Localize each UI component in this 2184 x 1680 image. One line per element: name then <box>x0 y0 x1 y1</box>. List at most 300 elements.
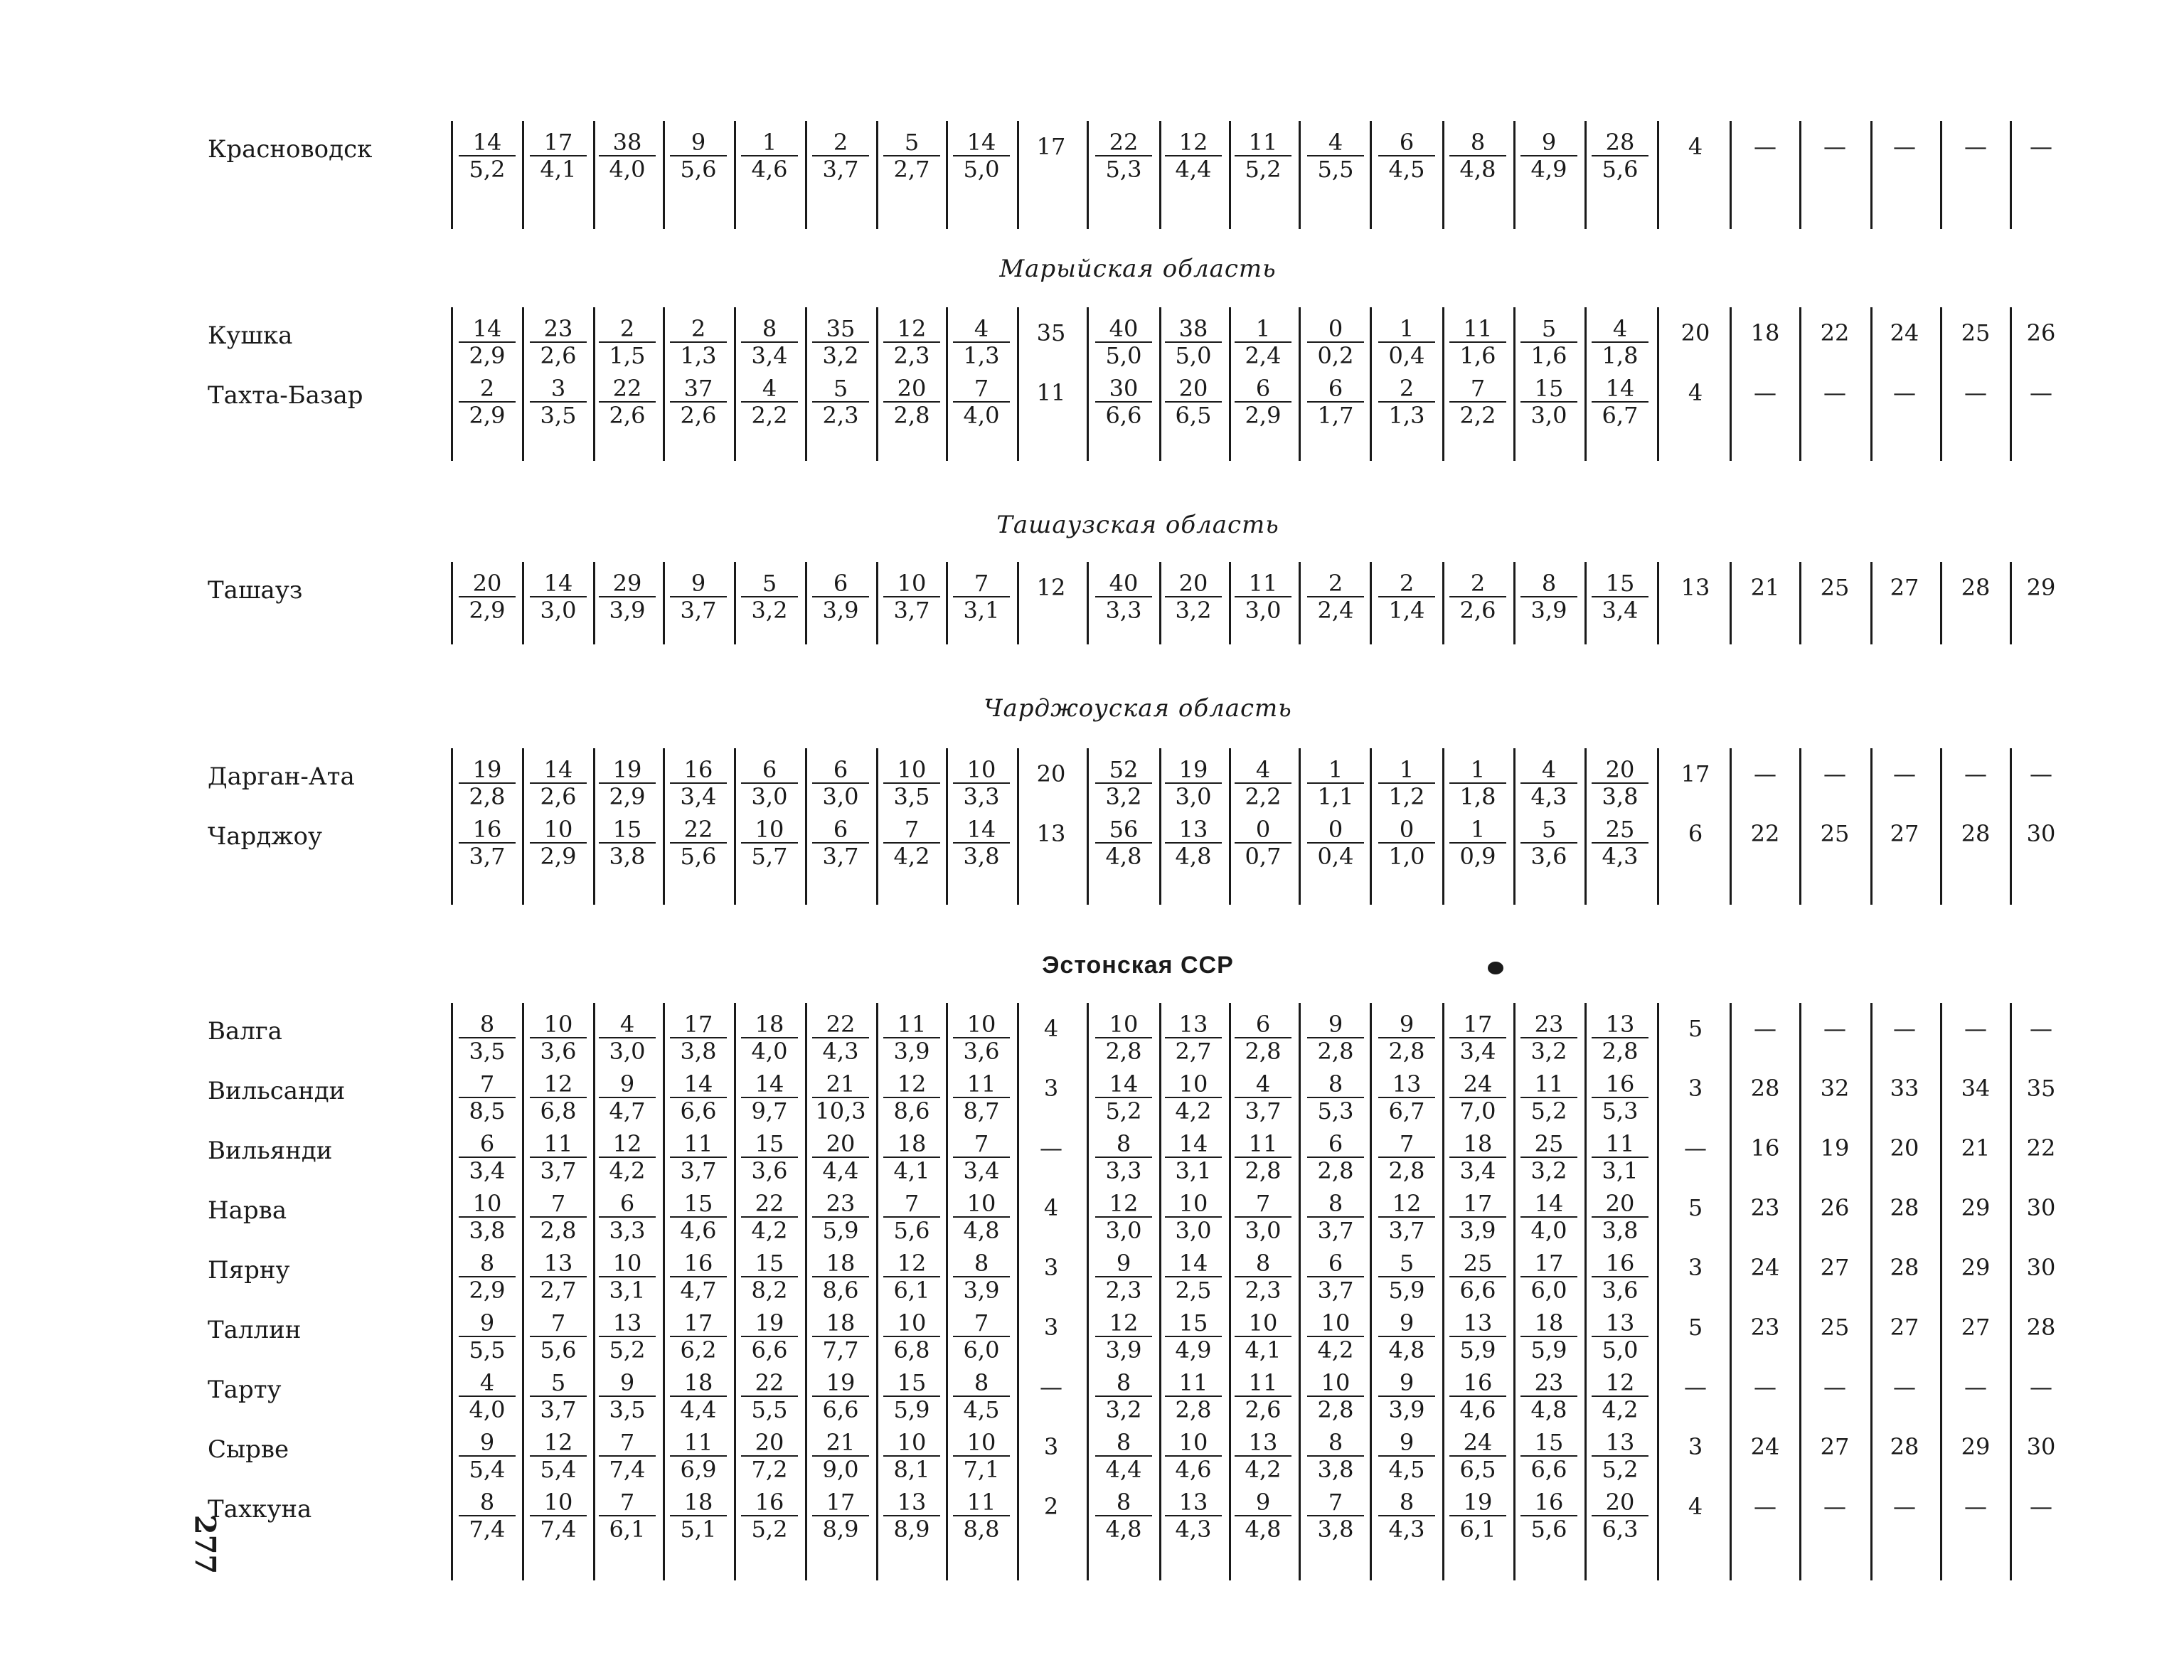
numerator: 52 <box>1109 756 1139 783</box>
fraction-cell <box>1300 570 1371 623</box>
denominator: 3,5 <box>599 1395 656 1423</box>
denominator: 4,1 <box>883 1157 940 1184</box>
numerator: 16 <box>755 1489 784 1516</box>
fraction-cell <box>1088 1191 1159 1243</box>
fraction-cell <box>452 1370 523 1423</box>
fraction-cell <box>663 1191 734 1243</box>
value-cell: 28 <box>1961 820 1991 847</box>
denominator: 9,0 <box>812 1455 869 1482</box>
numerator: 10 <box>1321 1369 1351 1396</box>
value-cell: 26 <box>1820 1194 1850 1221</box>
numerator: 8 <box>974 1369 989 1396</box>
denominator: 8,7 <box>953 1097 1010 1124</box>
numerator: 8 <box>1116 1429 1131 1456</box>
denominator: 3,0 <box>1235 1216 1291 1243</box>
fraction-cell <box>1442 1310 1513 1363</box>
value-cell: 27 <box>1890 1314 1919 1341</box>
fraction-cell <box>663 1310 734 1363</box>
fraction-cell <box>876 376 947 428</box>
denominator: 3,5 <box>530 401 587 428</box>
numerator: 22 <box>826 1011 856 1038</box>
numerator: 19 <box>472 756 502 783</box>
denominator: 8,6 <box>883 1097 940 1124</box>
fraction-cell <box>805 570 876 623</box>
fraction-cell <box>1158 1250 1229 1303</box>
fraction-cell <box>734 1131 805 1184</box>
numerator: 16 <box>472 816 502 843</box>
fraction-cell <box>452 376 523 428</box>
value-cell: 20 <box>1036 760 1066 787</box>
denominator: 3,9 <box>1095 1336 1152 1363</box>
fraction-cell <box>805 129 876 182</box>
numerator: 7 <box>974 1309 989 1336</box>
denominator: 2,6 <box>1235 1395 1291 1423</box>
fraction-cell <box>1300 1071 1371 1124</box>
numerator: 14 <box>966 816 996 843</box>
numerator: 6 <box>833 756 848 783</box>
numerator: 38 <box>612 129 642 156</box>
denominator: 3,4 <box>1449 1157 1506 1184</box>
fraction-cell <box>592 1489 663 1542</box>
denominator: 3,4 <box>953 1157 1010 1184</box>
numerator: 6 <box>479 1130 495 1157</box>
fraction-cell <box>1300 129 1371 182</box>
denominator: 3,5 <box>883 782 940 809</box>
value-cell: 6 <box>1688 820 1703 847</box>
fraction-cell <box>592 376 663 428</box>
denominator: 0,2 <box>1307 341 1364 368</box>
numerator: 1 <box>762 129 777 156</box>
numerator: 4 <box>1255 756 1271 783</box>
numerator: 16 <box>1605 1070 1635 1097</box>
value-cell: — <box>1964 379 1987 406</box>
fraction-cell <box>946 1489 1017 1542</box>
fraction-cell <box>523 316 594 368</box>
value-cell: 21 <box>1750 574 1780 601</box>
value-cell: — <box>2030 133 2052 160</box>
fraction-cell <box>1158 757 1229 809</box>
numerator: 9 <box>1116 1250 1131 1277</box>
fraction-cell <box>1513 1011 1584 1064</box>
fraction-cell <box>1371 817 1442 869</box>
fraction-cell <box>592 129 663 182</box>
denominator: 5,7 <box>741 842 798 869</box>
denominator: 3,7 <box>670 596 727 623</box>
numerator: 40 <box>1109 315 1139 342</box>
fraction-cell <box>663 1071 734 1124</box>
numerator: 10 <box>612 1250 642 1277</box>
fraction-cell <box>734 1489 805 1542</box>
numerator: 7 <box>1328 1489 1343 1516</box>
numerator: 56 <box>1109 816 1139 843</box>
fraction-cell <box>1088 1131 1159 1184</box>
station-name: Нарва <box>208 1196 287 1225</box>
fraction-cell <box>1088 316 1159 368</box>
numerator: 19 <box>1463 1489 1493 1516</box>
fraction-cell <box>1227 1250 1299 1303</box>
denominator: 5,6 <box>1592 155 1648 182</box>
denominator: 1,0 <box>1378 842 1435 869</box>
numerator: 19 <box>826 1369 856 1396</box>
fraction-cell <box>805 817 876 869</box>
fraction-cell <box>663 129 734 182</box>
numerator: 12 <box>612 1130 642 1157</box>
fraction-cell <box>1371 1131 1442 1184</box>
denominator: 2,2 <box>1449 401 1506 428</box>
value-cell: — <box>1754 379 1777 406</box>
numerator: 14 <box>1178 1130 1208 1157</box>
numerator: 11 <box>1605 1130 1635 1157</box>
fraction-cell <box>1513 757 1584 809</box>
denominator: 5,2 <box>1592 1455 1648 1482</box>
denominator: 5,9 <box>812 1216 869 1243</box>
station-name: Дарган-Ата <box>208 762 355 791</box>
denominator: 3,8 <box>599 842 656 869</box>
fraction-cell <box>734 376 805 428</box>
denominator: 6,6 <box>1449 1276 1506 1303</box>
denominator: 3,4 <box>459 1157 516 1184</box>
fraction-cell <box>1088 817 1159 869</box>
numerator: 6 <box>1328 1130 1343 1157</box>
station-name: Ташауз <box>208 576 303 605</box>
numerator: 16 <box>1605 1250 1635 1277</box>
fraction-cell <box>592 1131 663 1184</box>
station-name: Красноводск <box>208 135 373 164</box>
station-name: Пярну <box>208 1256 290 1285</box>
denominator: 7,7 <box>812 1336 869 1363</box>
fraction-cell <box>876 1250 947 1303</box>
fraction-cell <box>946 817 1017 869</box>
station-name: Вильянди <box>208 1137 333 1165</box>
denominator: 3,0 <box>530 596 587 623</box>
denominator: 4,2 <box>1592 1395 1648 1423</box>
numerator: 4 <box>1612 315 1628 342</box>
fraction-cell <box>1513 1489 1584 1542</box>
fraction-cell <box>1227 570 1299 623</box>
denominator: 7,4 <box>530 1515 587 1542</box>
value-cell: — <box>2030 1493 2052 1520</box>
numerator: 20 <box>1605 1190 1635 1217</box>
fraction-cell <box>452 1250 523 1303</box>
denominator: 6,7 <box>1592 401 1648 428</box>
fraction-cell <box>523 1071 594 1124</box>
fraction-cell <box>876 1489 947 1542</box>
numerator: 11 <box>683 1130 713 1157</box>
numerator: 10 <box>1178 1070 1208 1097</box>
denominator: 3,0 <box>1095 1216 1152 1243</box>
denominator: 5,9 <box>883 1395 940 1423</box>
value-cell: — <box>1964 1493 1987 1520</box>
numerator: 12 <box>897 1250 927 1277</box>
fraction-cell <box>1371 1250 1442 1303</box>
fraction-cell <box>1442 129 1513 182</box>
fraction-cell <box>734 1250 805 1303</box>
denominator: 6,6 <box>670 1097 727 1124</box>
fraction-cell <box>805 1310 876 1363</box>
denominator: 3,3 <box>1095 596 1152 623</box>
fraction-cell <box>1584 1191 1656 1243</box>
fraction-cell <box>452 757 523 809</box>
denominator: 2,9 <box>599 782 656 809</box>
denominator: 5,2 <box>1520 1097 1577 1124</box>
denominator: 4,8 <box>1520 1395 1577 1423</box>
denominator: 3,1 <box>1592 1157 1648 1184</box>
fraction-cell <box>523 1011 594 1064</box>
numerator: 10 <box>1248 1309 1278 1336</box>
fraction-cell <box>1584 570 1656 623</box>
numerator: 14 <box>1178 1250 1208 1277</box>
value-cell: 25 <box>1820 1314 1850 1341</box>
fraction-cell <box>734 757 805 809</box>
denominator: 4,8 <box>1095 1515 1152 1542</box>
numerator: 11 <box>1178 1369 1208 1396</box>
numerator: 13 <box>1178 1489 1208 1516</box>
fraction-cell <box>734 129 805 182</box>
numerator: 12 <box>897 1070 927 1097</box>
denominator: 2,8 <box>1235 1037 1291 1064</box>
value-cell: 11 <box>1036 379 1066 406</box>
denominator: 5,6 <box>530 1336 587 1363</box>
numerator: 14 <box>1605 375 1635 402</box>
fraction-cell <box>592 1250 663 1303</box>
denominator: 1,8 <box>1592 341 1648 368</box>
fraction-cell <box>663 1370 734 1423</box>
denominator: 6,8 <box>530 1097 587 1124</box>
fraction-cell <box>1513 570 1584 623</box>
denominator: 5,2 <box>599 1336 656 1363</box>
numerator: 23 <box>543 315 573 342</box>
fraction-cell <box>663 1489 734 1542</box>
denominator: 3,0 <box>1165 1216 1222 1243</box>
page-number: 277 <box>188 1514 222 1575</box>
numerator: 2 <box>479 375 495 402</box>
value-cell: — <box>1823 379 1846 406</box>
value-cell: 3 <box>1688 1254 1703 1281</box>
denominator: 4,9 <box>1520 155 1577 182</box>
value-cell: 35 <box>1036 319 1066 346</box>
fraction-cell <box>1088 1071 1159 1124</box>
denominator: 2,3 <box>1235 1276 1291 1303</box>
fraction-cell <box>1584 1011 1656 1064</box>
denominator: 3,9 <box>1378 1395 1435 1423</box>
numerator: 4 <box>762 375 777 402</box>
value-cell: 3 <box>1688 1433 1703 1460</box>
denominator: 2,5 <box>1165 1276 1222 1303</box>
value-cell: — <box>2030 379 2052 406</box>
fraction-cell <box>1088 757 1159 809</box>
numerator: 1 <box>1328 756 1343 783</box>
fraction-cell <box>663 376 734 428</box>
denominator: 4,4 <box>1165 155 1222 182</box>
numerator: 12 <box>543 1070 573 1097</box>
column-rule <box>1657 307 1659 461</box>
numerator: 10 <box>966 756 996 783</box>
denominator: 2,6 <box>670 401 727 428</box>
numerator: 10 <box>1321 1309 1351 1336</box>
fraction-cell <box>452 316 523 368</box>
value-cell: 24 <box>1750 1433 1780 1460</box>
denominator: 3,8 <box>670 1037 727 1064</box>
fraction-cell <box>876 1370 947 1423</box>
denominator: 3,5 <box>459 1037 516 1064</box>
numerator: 0 <box>1399 816 1415 843</box>
denominator: 2,6 <box>530 782 587 809</box>
denominator: 2,9 <box>459 401 516 428</box>
numerator: 7 <box>1399 1130 1415 1157</box>
fraction-cell <box>805 1250 876 1303</box>
numerator: 22 <box>612 375 642 402</box>
value-cell: 30 <box>2026 820 2056 847</box>
numerator: 16 <box>1534 1489 1564 1516</box>
value-cell: — <box>2030 1373 2052 1400</box>
numerator: 15 <box>1605 570 1635 597</box>
fraction-cell <box>1088 1011 1159 1064</box>
denominator: 3,9 <box>599 596 656 623</box>
denominator: 4,2 <box>1165 1097 1222 1124</box>
fraction-cell <box>592 1310 663 1363</box>
numerator: 8 <box>479 1489 495 1516</box>
value-cell: 27 <box>1820 1254 1850 1281</box>
numerator: 24 <box>1463 1070 1493 1097</box>
fraction-cell <box>452 1191 523 1243</box>
numerator: 13 <box>1605 1011 1635 1038</box>
numerator: 12 <box>1178 129 1208 156</box>
denominator: 2,8 <box>1165 1395 1222 1423</box>
numerator: 25 <box>1463 1250 1493 1277</box>
denominator: 5,6 <box>1520 1515 1577 1542</box>
denominator: 2,8 <box>1235 1157 1291 1184</box>
numerator: 10 <box>966 1429 996 1456</box>
denominator: 7,4 <box>459 1515 516 1542</box>
numerator: 13 <box>612 1309 642 1336</box>
numerator: 8 <box>1328 1429 1343 1456</box>
value-cell: 4 <box>1688 133 1703 160</box>
numerator: 35 <box>826 315 856 342</box>
fraction-cell <box>1442 1011 1513 1064</box>
fraction-cell <box>663 1131 734 1184</box>
numerator: 10 <box>897 570 927 597</box>
fraction-cell <box>946 1131 1017 1184</box>
numerator: 13 <box>1248 1429 1278 1456</box>
fraction-cell <box>1300 1131 1371 1184</box>
station-name: Валга <box>208 1017 282 1046</box>
fraction-cell <box>946 1250 1017 1303</box>
numerator: 20 <box>1605 756 1635 783</box>
denominator: 6,3 <box>1592 1515 1648 1542</box>
numerator: 2 <box>619 315 635 342</box>
value-cell: 17 <box>1680 760 1710 787</box>
value-cell: 25 <box>1820 820 1850 847</box>
fraction-cell <box>452 1011 523 1064</box>
fraction-cell <box>1442 757 1513 809</box>
numerator: 14 <box>472 129 502 156</box>
numerator: 4 <box>619 1011 635 1038</box>
denominator: 3,8 <box>1307 1515 1364 1542</box>
numerator: 5 <box>904 129 920 156</box>
numerator: 6 <box>1328 375 1343 402</box>
denominator: 4,4 <box>670 1395 727 1423</box>
denominator: 1,4 <box>1378 596 1435 623</box>
denominator: 4,1 <box>1235 1336 1291 1363</box>
fraction-cell <box>1513 1250 1584 1303</box>
numerator: 6 <box>1255 1011 1271 1038</box>
denominator: 6,6 <box>1095 401 1152 428</box>
value-cell: — <box>1964 133 1987 160</box>
numerator: 8 <box>1116 1489 1131 1516</box>
denominator: 4,5 <box>953 1395 1010 1423</box>
numerator: 9 <box>479 1429 495 1456</box>
denominator: 2,9 <box>530 842 587 869</box>
fraction-cell <box>452 1489 523 1542</box>
numerator: 7 <box>550 1190 566 1217</box>
denominator: 4,5 <box>1378 1455 1435 1482</box>
value-cell: 28 <box>1750 1075 1780 1102</box>
numerator: 23 <box>826 1190 856 1217</box>
fraction-cell <box>1088 1430 1159 1482</box>
fraction-cell <box>1300 1310 1371 1363</box>
denominator: 4,2 <box>599 1157 656 1184</box>
denominator: 1,1 <box>1307 782 1364 809</box>
fraction-cell <box>946 1370 1017 1423</box>
denominator: 5,6 <box>883 1216 940 1243</box>
numerator: 8 <box>762 315 777 342</box>
station-name: Тарту <box>208 1376 282 1404</box>
numerator: 18 <box>683 1489 713 1516</box>
denominator: 3,0 <box>812 782 869 809</box>
fraction-cell <box>1227 1310 1299 1363</box>
value-cell: 22 <box>1820 319 1850 346</box>
value-cell: 27 <box>1820 1433 1850 1460</box>
fraction-cell <box>1584 129 1656 182</box>
numerator: 7 <box>619 1429 635 1456</box>
numerator: 6 <box>619 1190 635 1217</box>
numerator: 18 <box>826 1250 856 1277</box>
numerator: 10 <box>543 1011 573 1038</box>
denominator: 3,6 <box>1520 842 1577 869</box>
fraction-cell <box>1371 129 1442 182</box>
numerator: 11 <box>1534 1070 1564 1097</box>
value-cell: — <box>2030 760 2052 787</box>
fraction-cell <box>1584 1310 1656 1363</box>
numerator: 2 <box>1399 375 1415 402</box>
denominator: 4,7 <box>670 1276 727 1303</box>
denominator: 1,5 <box>599 341 656 368</box>
value-cell: 28 <box>1890 1254 1919 1281</box>
denominator: 4,3 <box>1165 1515 1222 1542</box>
numerator: 38 <box>1178 315 1208 342</box>
numerator: 14 <box>1109 1070 1139 1097</box>
denominator: 1,7 <box>1307 401 1364 428</box>
numerator: 7 <box>904 816 920 843</box>
fraction-cell <box>452 1430 523 1482</box>
numerator: 1 <box>1255 315 1271 342</box>
numerator: 8 <box>479 1011 495 1038</box>
fraction-cell <box>1300 757 1371 809</box>
fraction-cell <box>1584 757 1656 809</box>
denominator: 3,2 <box>741 596 798 623</box>
denominator: 0,9 <box>1449 842 1506 869</box>
numerator: 8 <box>974 1250 989 1277</box>
numerator: 8 <box>1116 1369 1131 1396</box>
numerator: 8 <box>1399 1489 1415 1516</box>
fraction-cell <box>592 1430 663 1482</box>
denominator: 4,3 <box>1378 1515 1435 1542</box>
fraction-cell <box>1371 757 1442 809</box>
fraction-cell <box>592 1370 663 1423</box>
value-cell: 5 <box>1688 1314 1703 1341</box>
denominator: 2,8 <box>459 782 516 809</box>
fraction-cell <box>1088 376 1159 428</box>
